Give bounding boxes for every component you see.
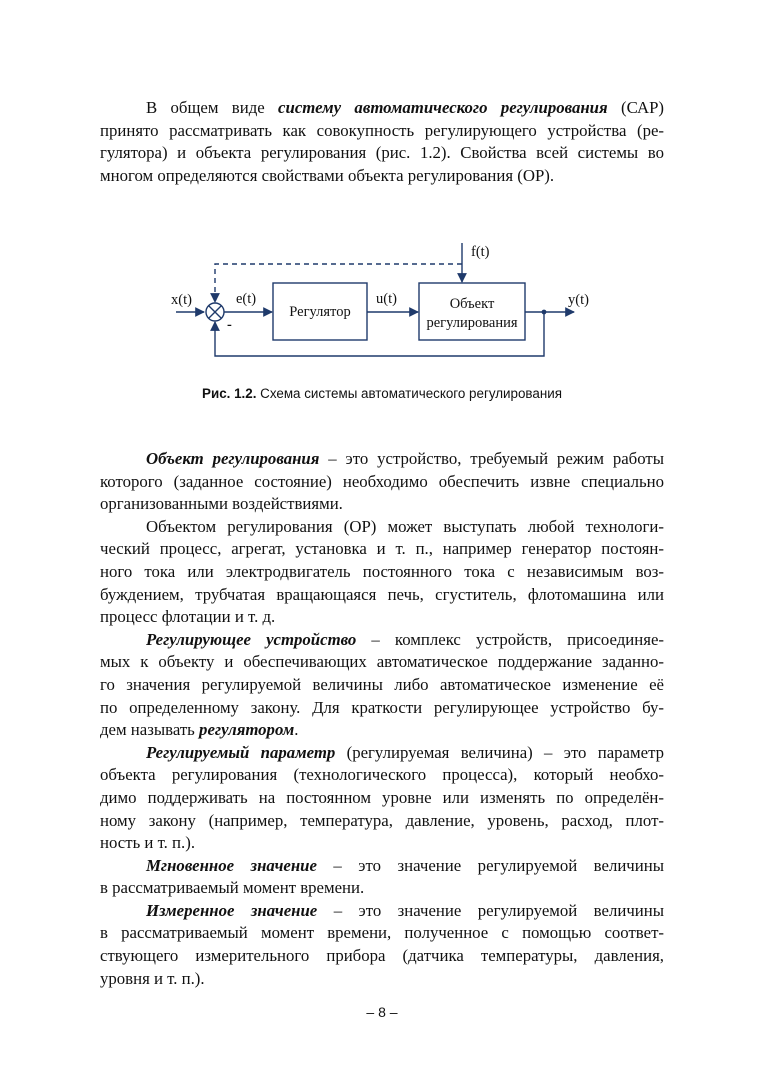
intro-line-3: гулятора) и объекта регулирования (рис. 1.2). Свойства всей системы во: [100, 143, 664, 163]
p3-line-4: по определенному закону. Для краткости регулирующее устройство бу-: [100, 697, 664, 717]
p2-line-2: ческий процесс, агрегат, установка и т. п., например генератор постоян-: [100, 539, 664, 559]
input-label: x(t): [171, 292, 192, 308]
term-regulating-device: Регулирующее устройство: [146, 629, 357, 649]
p4-line-5: ность и т. п.).: [100, 833, 196, 853]
p3-line-5: дем называть регулятором.: [100, 720, 299, 740]
p4-line-2: объекта регулирования (технологического процесса), который необхо-: [100, 765, 664, 785]
minus-sign: -: [227, 317, 232, 333]
term-object: Объект регулирования: [146, 449, 320, 468]
object-label-line-2: регулирования: [426, 315, 518, 331]
output-label: y(t): [568, 292, 589, 308]
p6-line-4: уровня и т. п.).: [100, 968, 205, 988]
disturbance-label: f(t): [471, 244, 490, 260]
intro-line-2: принято рассматривать как совокупность регулирующего устройства (ре-: [100, 120, 664, 140]
error-label: e(t): [236, 291, 257, 307]
p3-line-3: го значения регулируемой величины либо автоматическое изменение её: [100, 674, 664, 694]
p5-line-1: Мгновенное значение – это значение регулируемой величины: [146, 855, 664, 875]
sar-block-diagram: [160, 233, 600, 363]
p5-line-2: в рассматриваемый момент времени.: [100, 878, 365, 898]
page-number: – 8 –: [366, 1004, 398, 1020]
intro-line-1: В общем виде систему автоматического регулирования (САР): [146, 98, 665, 117]
p1-line-2: которого (заданное состояние) необходимо обеспечить извне специально: [100, 471, 664, 491]
p4-line-1: Регулируемый параметр (регулируемая величина) – это параметр: [146, 742, 665, 762]
p1-line-1: Объект регулирования – это устройство, требуемый режим работы: [146, 449, 664, 468]
figure-caption-text: Схема системы автоматического регулирования: [256, 386, 562, 401]
p2-line-3: ного тока или электродвигатель постоянного тока с независимым воз-: [100, 561, 664, 581]
intro-paragraph: [100, 97, 664, 187]
p4-line-4: ному закону (например, температура, давление, уровень, расход, плот-: [100, 810, 664, 830]
term-sar: систему автоматического регулирования: [278, 98, 608, 117]
p6-line-3: ствующего измерительного прибора (датчика температуры, давления,: [100, 946, 664, 966]
p1-line-3: организованными воздействиями.: [100, 494, 343, 514]
p4-line-3: димо поддерживать на постоянном уровне или изменять по определён-: [100, 787, 664, 807]
p2-line-4: буждением, трубчатая вращающаяся печь, сгуститель, флотомашина или: [100, 584, 664, 604]
p3-line-2: мых к объекту и обеспечивающих автоматическое поддержание заданно-: [100, 652, 664, 672]
control-label: u(t): [376, 291, 397, 307]
p6-line-2: в рассматриваемый момент времени, полученное с помощью соответ-: [100, 923, 664, 943]
p2-line-1: Объектом регулирования (ОР) может выступать любой технологи-: [146, 516, 664, 536]
output-branch-point: [542, 310, 547, 315]
figure-caption: [0, 386, 764, 401]
p2-line-5: процесс флотации и т. д.: [100, 607, 276, 627]
term-measured-value: Измеренное значение: [146, 900, 318, 920]
p6-line-1: Измеренное значение – это значение регулируемой величины: [146, 900, 664, 920]
intro-line-4: многом определяются свойствами объекта регулирования (ОР).: [100, 165, 555, 185]
regulator-label: Регулятор: [289, 304, 351, 320]
term-instant-value: Мгновенное значение: [146, 855, 317, 875]
object-label-line-1: Объект: [449, 296, 495, 312]
body-text: [100, 448, 664, 990]
p3-line-1: Регулирующее устройство – комплекс устройств, присоединяе-: [146, 629, 664, 649]
term-regulated-parameter: Регулируемый параметр: [146, 742, 336, 762]
term-regulator: регулятором: [199, 720, 295, 740]
figure-number: Рис. 1.2.: [202, 386, 257, 401]
